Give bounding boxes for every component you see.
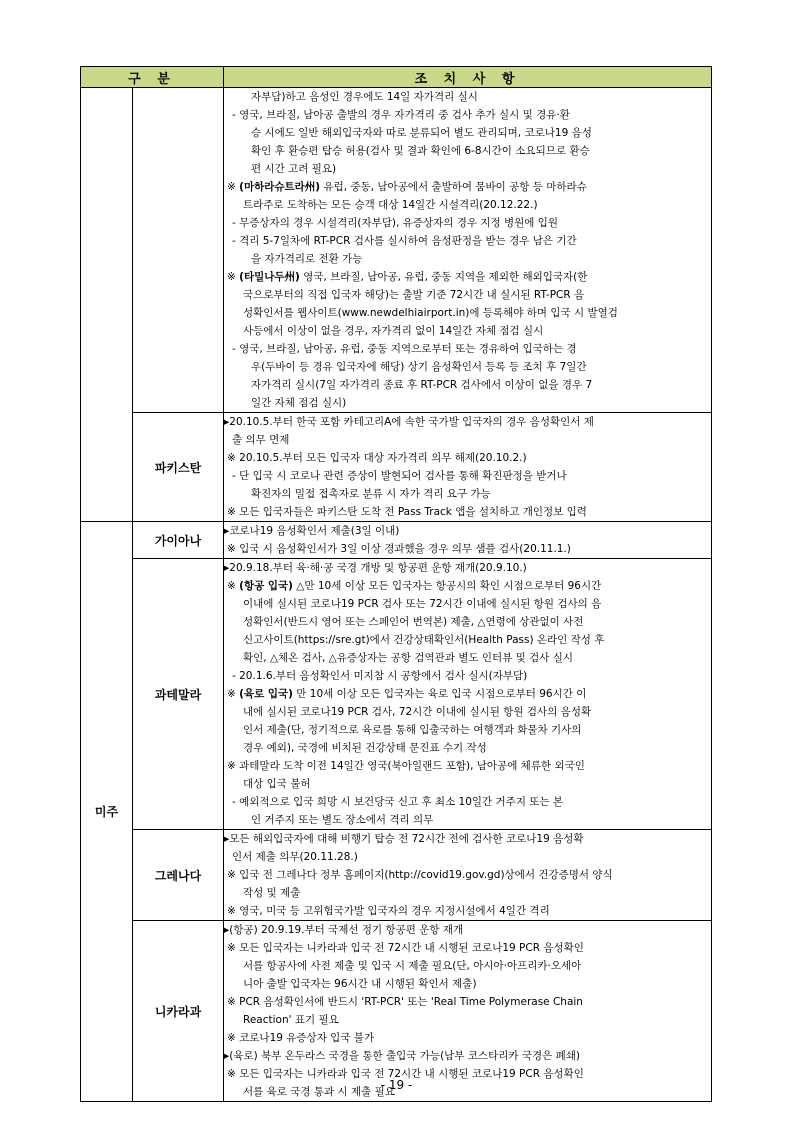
entry-heading: (육로 입국) bbox=[239, 688, 293, 700]
region-cell-top bbox=[81, 88, 133, 413]
country-nicaragua: 니카라과 bbox=[133, 921, 224, 1102]
header-category: 구 분 bbox=[81, 67, 224, 88]
header-measures: 조 치 사 항 bbox=[224, 67, 712, 88]
entry-heading: (항공 입국) bbox=[239, 580, 293, 592]
list-item: 국으로부터의 직접 입국자 해당)는 출발 기준 72시간 내 실시된 RT-PCR 음 bbox=[243, 289, 585, 301]
list-item: ※ 20.10.5.부터 모든 입국자 대상 자가격리 의무 해제(20.10.2.) bbox=[227, 452, 527, 464]
note-text: △만 10세 이상 모든 입국자는 항공시의 확인 시점으로부터 96시간 bbox=[292, 580, 602, 592]
list-item: ▸모든 해외입국자에 대해 비행기 탑승 전 72시간 전에 검사한 코로나19 음성확 bbox=[224, 833, 584, 845]
list-item bbox=[224, 178, 711, 196]
measures-cell-guyana bbox=[224, 522, 712, 559]
list-item: 작성 및 제출 bbox=[243, 887, 301, 899]
list-item: 확인 후 환승편 탑승 허용(검사 및 결과 확인에 6-8시간이 소요되므로 환승 bbox=[251, 145, 590, 157]
list-item: - 격리 5-7일차에 RT-PCR 검사를 실시하여 음성판정을 받는 경우 남은 기간 bbox=[232, 235, 577, 247]
note-text: 유럽, 중동, 남아공에서 출발하여 뭄바이 공항 등 마하라슈 bbox=[320, 181, 587, 193]
country-pakistan: 파키스탄 bbox=[133, 413, 224, 522]
list-item: ※ 영국, 미국 등 고위험국가발 입국자의 경우 지정시설에서 4일간 격리 bbox=[227, 905, 550, 917]
note-mark: ※ bbox=[227, 580, 240, 592]
list-item: 서를 육로 국경 통과 시 제출 필요 bbox=[243, 1086, 395, 1098]
list-item: ▸(항공) 20.9.19.부터 국제선 정기 항공편 운항 재개 bbox=[224, 924, 464, 936]
list-item: 경우 예외), 국경에 비치된 건강상태 문진표 수기 작성 bbox=[243, 742, 487, 754]
list-item: 을 자가격리로 전환 가능 bbox=[251, 253, 363, 265]
list-item: Reaction' 표기 필요 bbox=[243, 1014, 339, 1026]
list-item bbox=[224, 268, 711, 286]
list-item: 인서 제출 의무(20.11.28.) bbox=[232, 851, 358, 863]
list-item: ※ PCR 음성확인서에 반드시 'RT-PCR' 또는 'Real Time Polymerase Chain bbox=[227, 996, 583, 1008]
list-item: - 20.1.6.부터 음성확인서 미지참 시 공항에서 검사 실시(자부담) bbox=[232, 670, 528, 682]
list-item: ▸코로나19 음성확인서 제출(3일 이내) bbox=[224, 525, 400, 537]
country-guyana: 가이아나 bbox=[133, 522, 224, 559]
list-item: - 무증상자의 경우 시설격리(자부담), 유증상자의 경우 지정 병원에 입원 bbox=[232, 217, 559, 229]
note-mark: ※ bbox=[227, 688, 240, 700]
note-mark: ※ bbox=[227, 181, 240, 193]
list-item bbox=[224, 577, 711, 595]
region-cell-mid bbox=[81, 413, 133, 522]
list-item: 내에 실시된 코로나19 PCR 검사, 72시간 이내에 실시된 항원 검사의 음성확 bbox=[243, 706, 592, 718]
list-item: 인서 제출(단, 정기적으로 육로를 통해 입출국하는 여행객과 화물차 기사의 bbox=[243, 724, 582, 736]
list-item: ※ 모든 입국자들은 파키스탄 도착 전 Pass Track 앱을 설치하고 개인정보 입력 bbox=[227, 506, 587, 518]
note-text: 영국, 브라질, 남아공, 유럽, 중동 지역을 제외한 해외입국자(한 bbox=[299, 271, 588, 283]
list-item: ▸20.9.18.부터 육·해·공 국경 개방 및 항공편 운항 재개(20.9.10.) bbox=[224, 562, 527, 574]
list-item: 출 의무 면제 bbox=[232, 434, 290, 446]
table-row bbox=[81, 559, 712, 830]
list-item: ※ 과테말라 도착 이전 14일간 영국(북아일랜드 포함), 남아공에 체류한 외국인 bbox=[227, 760, 585, 772]
list-item: 신고사이트(https://sre.gt)에서 건강상태확인서(Health Pass) 온라인 작성 후 bbox=[243, 634, 605, 646]
table-row bbox=[81, 830, 712, 921]
list-item: ※ 입국 전 그레나다 정부 홈페이지(http://covid19.gov.gd)상에서 건강증명서 양식 bbox=[227, 869, 613, 881]
list-item: 자가격리 실시(7일 자가격리 종료 후 RT-PCR 검사에서 이상이 없을 경우 7 bbox=[251, 379, 593, 391]
list-item: 편 시간 고려 필요) bbox=[251, 163, 337, 175]
measures-cell-nicaragua bbox=[224, 921, 712, 1102]
list-item: 일간 자체 점검 실시) bbox=[251, 397, 347, 409]
country-guatemala: 과테말라 bbox=[133, 559, 224, 830]
list-item bbox=[224, 685, 711, 703]
list-item: 대상 입국 불허 bbox=[243, 778, 311, 790]
list-item: ※ 모든 입국자는 니카라과 입국 전 72시간 내 시행된 코로나19 PCR 음성확인 bbox=[227, 1068, 584, 1080]
list-item: 확인, △체온 검사, △유증상자는 공항 검역관과 별도 인터뷰 및 검사 실시 bbox=[243, 652, 574, 664]
list-item: ※ 입국 시 음성확인서가 3일 이상 경과했을 경우 의무 샘플 검사(20.11.1.) bbox=[227, 543, 571, 555]
list-item: 성확인서를 웹사이트(www.newdelhiairport.in)에 등록해야 하며 입국 시 발열검 bbox=[243, 307, 618, 319]
list-item: 승 시에도 일반 해외입국자와 따로 분류되어 별도 관리되며, 코로나19 음성 bbox=[251, 127, 592, 139]
table-row bbox=[81, 522, 712, 559]
region-heading: (마하라슈트라州) bbox=[239, 181, 321, 193]
list-item: ▸20.10.5.부터 한국 포함 카테고리A에 속한 국가발 입국자의 경우 음성확인서 제 bbox=[224, 416, 594, 428]
list-item: 서를 항공사에 사전 제출 및 입국 시 제출 필요(단, 아시아·아프리카·오세아 bbox=[243, 960, 582, 972]
list-item: 확진자의 밀접 접촉자로 분류 시 자가 격리 요구 가능 bbox=[251, 488, 491, 500]
list-item: - 단 입국 시 코로나 관련 증상이 발현되어 검사를 통해 확진판정을 받거나 bbox=[232, 470, 567, 482]
list-item: ※ 모든 입국자는 니카라과 입국 전 72시간 내 시행된 코로나19 PCR 음성확인 bbox=[227, 942, 584, 954]
list-item: 인 거주지 또는 별도 장소에서 격리 의무 bbox=[251, 814, 434, 826]
list-item: ▸(육로) 북부 온두라스 국경을 통한 출입국 가능(남부 코스타리카 국경은 폐쇄) bbox=[224, 1050, 580, 1062]
list-item: ※ 코로나19 유증상자 입국 불가 bbox=[227, 1032, 375, 1044]
list-item: 니아 출발 입국자는 96시간 내 시행된 확인서 제출) bbox=[243, 978, 477, 990]
measures-cell-grenada bbox=[224, 830, 712, 921]
list-item: 자부담)하고 음성인 경우에도 14일 자가격리 실시 bbox=[251, 91, 478, 103]
measures-cell-india bbox=[224, 88, 712, 413]
list-item: - 예외적으로 입국 희망 시 보건당국 신고 후 최소 10일간 거주지 또는 본 bbox=[232, 796, 564, 808]
region-heading: (타밀나두州) bbox=[239, 271, 300, 283]
list-item: 트라주로 도착하는 모든 승객 대상 14일간 시설격리(20.12.22.) bbox=[243, 199, 538, 211]
list-item: 사등에서 이상이 없을 경우, 자가격리 없이 14일간 자체 점검 실시 bbox=[243, 325, 544, 337]
list-item: 이내에 실시된 코로나19 PCR 검사 또는 72시간 이내에 실시된 항원 검사의 음 bbox=[243, 598, 602, 610]
table-row bbox=[81, 921, 712, 1102]
note-text: 만 10세 이상 모든 입국자는 육로 입국 시점으로부터 96시간 이 bbox=[292, 688, 587, 700]
table-row bbox=[81, 88, 712, 413]
list-item: 우(두바이 등 경유 입국자에 해당) 상기 음성확인서 등록 등 조치 후 7일간 bbox=[251, 361, 587, 373]
note-mark: ※ bbox=[227, 271, 240, 283]
measures-cell-guatemala bbox=[224, 559, 712, 830]
list-item: - 영국, 브라질, 남아공 출발의 경우 자가격리 중 검사 추가 실시 및 경유·환 bbox=[232, 109, 570, 121]
measures-cell-pakistan bbox=[224, 413, 712, 522]
page-number: - 19 - bbox=[380, 1078, 413, 1092]
table-header-row bbox=[81, 67, 712, 88]
list-item: - 영국, 브라질, 남아공, 유럽, 중동 지역으로부터 또는 경유하여 입국하는 경 bbox=[232, 343, 577, 355]
country-grenada: 그레나다 bbox=[133, 830, 224, 921]
list-item: 성확인서(반드시 영어 또는 스페인어 번역본) 제출, △연령에 상관없이 사전 bbox=[243, 616, 584, 628]
country-cell-continued bbox=[133, 88, 224, 413]
measures-table bbox=[80, 66, 712, 1102]
table-row bbox=[81, 413, 712, 522]
region-americas: 미주 bbox=[81, 522, 133, 1102]
